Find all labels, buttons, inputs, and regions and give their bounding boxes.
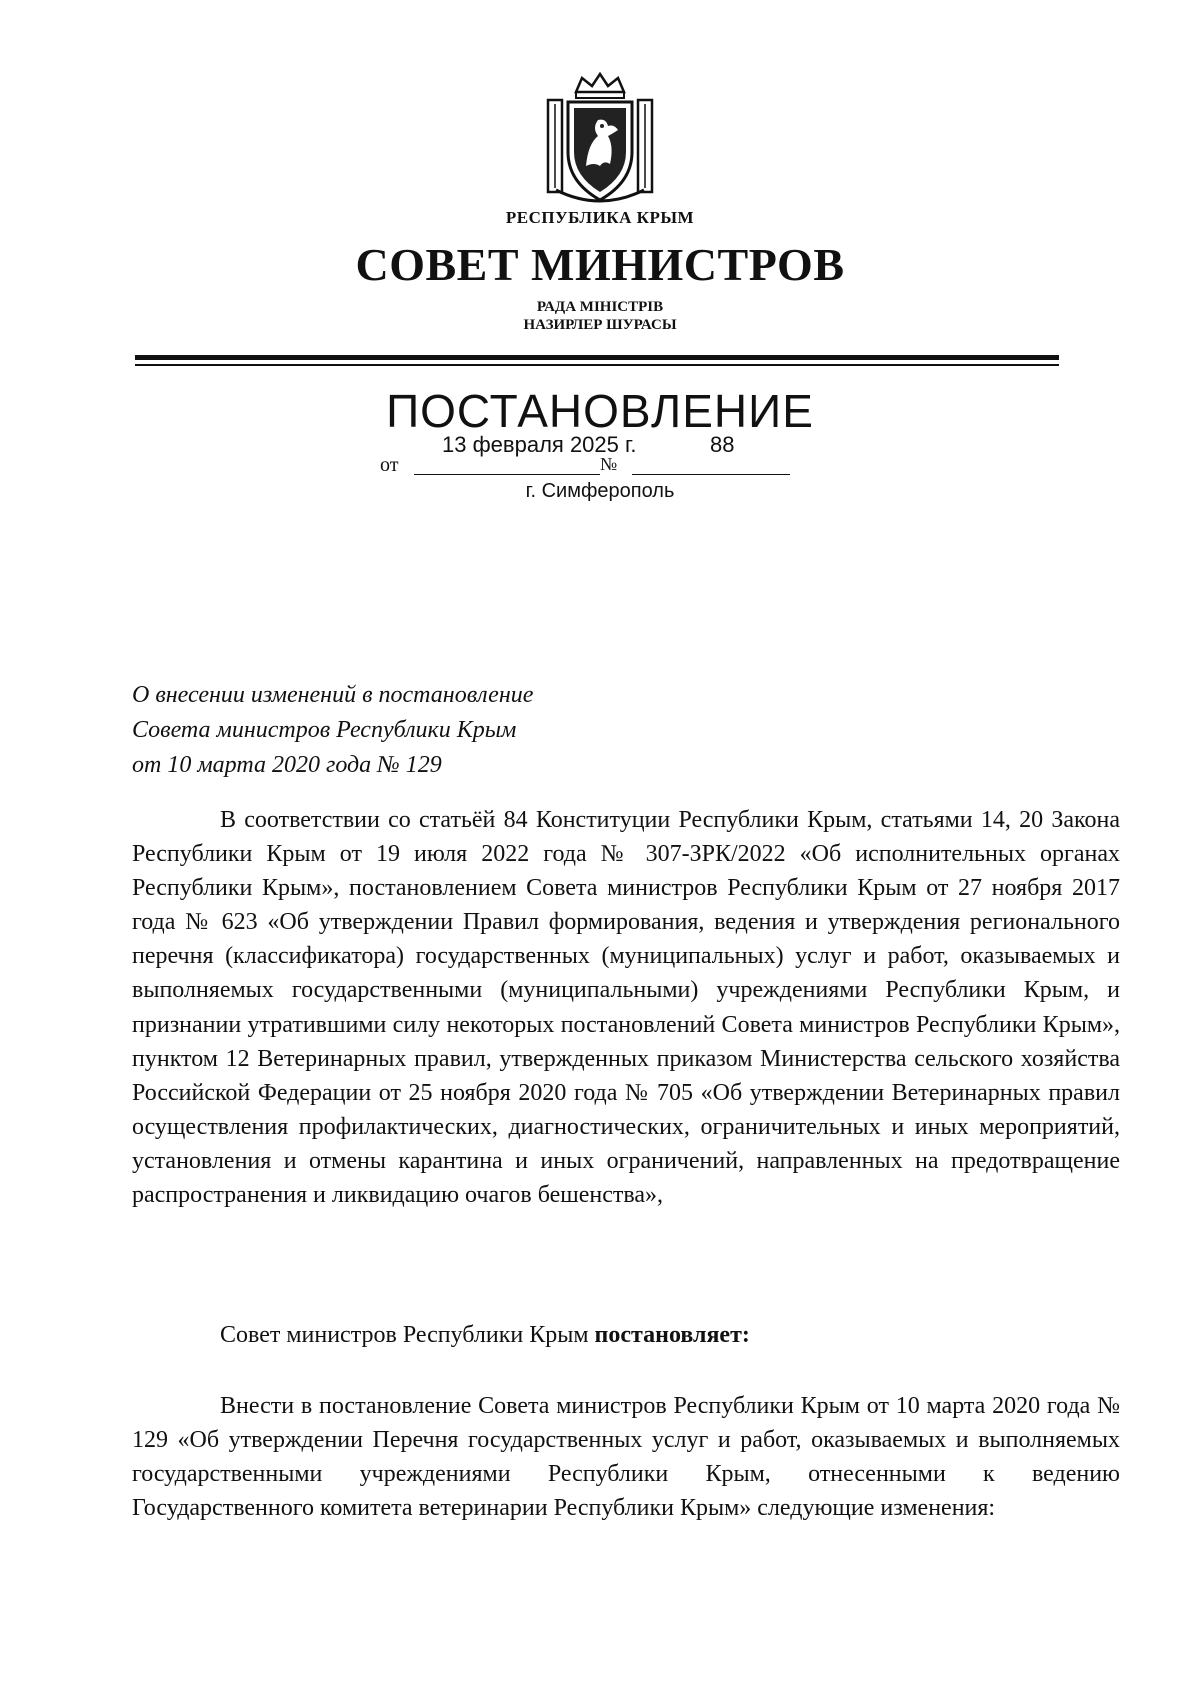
coat-of-arms-of-crimea-icon (542, 70, 658, 210)
amendment-paragraph: Внести в постановление Совета министров Республики Крым от 10 марта 2020 года № 129 «Об утверждении Перечня государственных услуг и работ, оказываемых и выполняемых государственными учреждениями Республики Крым, отнесенными к ведению Государственного комитета ветеринарии Республики Крым» следующие изменения: (132, 1393, 1120, 1522)
date-underline (414, 474, 600, 475)
document-type: ПОСТАНОВЛЕНИЕ (386, 385, 814, 437)
council-name: СОВЕТ МИНИСТРОВ (355, 239, 845, 290)
document-title (132, 678, 832, 783)
preamble-paragraph: В соответствии со статьёй 84 Конституции Республики Крым, статьями 14, 20 Закона Республики Крым от 19 июля 2022 года № 307-ЗРК/2022 «Об исполнительных органах Республики Крым», постановлением Совета министров Республики Крым от 27 ноября 2017 года № 623 «Об утверждении Правил формирования, ведения и утверждения регионального перечня (классификатора) государственных (муниципальных) услуг и работ, оказываемых и выполняемых государственными (муниципальными) учреждениями Республики Крым, и признании утратившими силу некоторых постановлений Совета министров Республики Крым», пунктом 12 Ветеринарных правил, утвержденных приказом Министерства сельского хозяйства Российской Федерации от 25 ноября 2020 года № 705 «Об утверждении Ветеринарных правил осуществления профилактических, диагностических, ограничительных и иных мероприятий, установления и отмены карантина и иных ограничений, направленных на предотвращение распространения и ликвидацию очагов бешенства», (132, 807, 1120, 1209)
number-underline (632, 474, 790, 475)
number-prefix: № (600, 454, 618, 474)
republic-name: РЕСПУБЛИКА КРЫМ (505, 208, 695, 227)
title-line: О внесении изменений в постановление (132, 682, 534, 708)
header-divider-thin (135, 364, 1059, 366)
resolution-verb: постановляет: (594, 1322, 750, 1348)
title-line: от 10 марта 2020 года № 129 (132, 752, 442, 778)
council-name-ukrainian: РАДА МІНІСТРІВ (536, 299, 664, 315)
date-prefix: от (380, 454, 399, 476)
header-divider-thick (135, 355, 1059, 360)
document-number: 88 (710, 432, 735, 457)
document-date: 13 февраля 2025 г. (442, 432, 637, 457)
title-line: Совета министров Республики Крым (132, 717, 517, 743)
date-number-line (380, 432, 820, 476)
resolution-prefix: Совет министров Республики Крым (220, 1322, 595, 1348)
resolution-paragraph (132, 1318, 1120, 1352)
document-city: г. Симферополь (525, 480, 675, 502)
council-name-crimean-tatar: НАЗИРЛЕР ШУРАСЫ (523, 317, 677, 333)
